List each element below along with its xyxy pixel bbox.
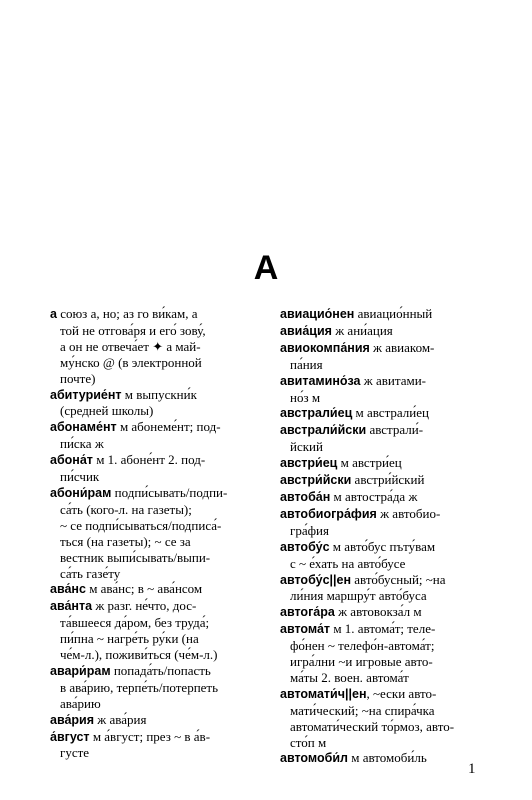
definition-text: ж ани́ация xyxy=(331,322,393,338)
entry-line-first xyxy=(280,306,506,323)
entry-line-first xyxy=(280,323,506,340)
definition-text: м авто́бус пъту́вам xyxy=(329,538,436,554)
entry-line-first xyxy=(280,686,506,703)
headword: автомоби́л xyxy=(280,751,348,766)
entry-line: гра́фия xyxy=(290,522,329,538)
definition-text: м автомоби́ль xyxy=(347,750,427,766)
headword: ава́нта xyxy=(50,599,93,614)
entry-line: мати́ческий; ~на спира́чка xyxy=(290,702,435,718)
entry-line-first xyxy=(50,581,276,598)
entry-line-first xyxy=(50,598,276,615)
headword: авари́рам xyxy=(50,663,111,678)
entry-line: ма́ты 2. воен. автома́т xyxy=(290,669,409,685)
entry-line-first xyxy=(280,506,506,523)
headword: автобу́с||ен xyxy=(280,572,352,587)
page-number: 1 xyxy=(468,761,476,777)
entry-line-first xyxy=(280,604,506,621)
dictionary-entry xyxy=(50,419,276,452)
dictionary-entry xyxy=(50,387,276,420)
definition-text: попада́ть/попасть xyxy=(110,662,211,678)
headword: абонаме́нт xyxy=(50,420,117,435)
headword: абони́рам xyxy=(50,485,112,500)
entry-line-first xyxy=(50,452,276,469)
entry-line-first xyxy=(50,485,276,502)
definition-text: союз а, но; аз го ви́кам, а xyxy=(56,306,198,321)
definition-text: м выпускни́к xyxy=(121,386,197,402)
dictionary-entry xyxy=(280,686,506,751)
dictionary-entry xyxy=(280,306,506,323)
entry-line: (средней школы) xyxy=(60,403,154,419)
entry-line: ться (на газеты); ~ се за xyxy=(60,533,191,549)
entry-line-first xyxy=(280,539,506,556)
entry-line: фо́нен ~ телефо́н-автома́т; xyxy=(290,638,435,654)
dictionary-entry xyxy=(50,663,276,712)
entry-line: в ава́рию, терпе́ть/потерпеть xyxy=(60,679,219,695)
headword: автомати́ч||ен xyxy=(280,686,367,701)
dictionary-entry xyxy=(280,604,506,621)
entry-line: почте) xyxy=(60,370,96,386)
entry-line-first xyxy=(280,340,506,357)
entry-line: та́вшееся да́ром, без труда́; xyxy=(60,615,210,631)
dictionary-entry xyxy=(280,489,506,506)
dictionary-entry xyxy=(280,506,506,539)
dictionary-entry xyxy=(280,472,506,489)
entry-line: са́ть газе́ту xyxy=(60,565,121,581)
headword: а xyxy=(50,307,57,321)
entry-line: автомати́ческий то́рмоз, авто- xyxy=(290,718,455,734)
entry-line-first xyxy=(50,387,276,404)
entry-line-first xyxy=(280,373,506,390)
definition-text: м австрали́ец xyxy=(352,405,429,421)
dictionary-entry xyxy=(280,539,506,572)
entry-line: пи́ска ж xyxy=(60,436,104,452)
dictionary-entry xyxy=(280,572,506,605)
entry-line: сто́п м xyxy=(290,734,327,750)
headword: австрали́йски xyxy=(280,423,367,438)
entry-line: пи́счик xyxy=(60,469,100,485)
definition-text: австрали́- xyxy=(366,422,424,438)
dictionary-entry xyxy=(50,598,276,663)
definition-text: м австри́ец xyxy=(337,455,402,471)
entry-line-first xyxy=(280,422,506,439)
dictionary-entry xyxy=(280,340,506,373)
entry-line-first xyxy=(50,419,276,436)
dictionary-entry xyxy=(280,405,506,422)
dictionary-entry xyxy=(280,323,506,340)
headword: автога́ра xyxy=(280,605,335,620)
dictionary-entry xyxy=(280,621,506,686)
headword: австри́йски xyxy=(280,473,352,488)
dictionary-entry xyxy=(50,485,276,581)
headword: автобиогра́фия xyxy=(280,506,377,521)
headword: абитурие́нт xyxy=(50,387,122,402)
definition-text: ж автовокза́л м xyxy=(334,604,422,620)
entry-line-first xyxy=(280,489,506,506)
left-column xyxy=(50,306,276,761)
dictionary-entry xyxy=(50,452,276,485)
definition-text: м абонеме́нт; под- xyxy=(116,419,221,435)
entry-line: густе xyxy=(60,745,90,761)
entry-line-first xyxy=(50,712,276,729)
entry-line: пи́пна ~ нагре́ть ру́ки (на xyxy=(60,631,199,647)
entry-line: игра́лни ~и игровые авто- xyxy=(290,654,433,670)
headword: австрали́ец xyxy=(280,406,353,421)
entry-line-first xyxy=(50,729,276,746)
dictionary-entry xyxy=(50,729,276,762)
dictionary-entry xyxy=(50,306,276,387)
definition-text: ж авиаком- xyxy=(369,339,435,355)
entry-line-first xyxy=(280,472,506,489)
definition-text: м 1. автома́т; теле- xyxy=(330,621,436,637)
headword: авитамино́за xyxy=(280,373,361,388)
definition-text: м а́вгуст; през ~ в а́в- xyxy=(89,728,211,744)
definition-text: ж ава́рия xyxy=(94,711,147,727)
headword: автобу́с xyxy=(280,539,330,554)
entry-line-first xyxy=(280,572,506,589)
entry-line: а он не отвеча́ет ✦ а май- xyxy=(60,338,201,354)
entry-line: ~ се подпи́сываться/подписа́- xyxy=(60,517,222,533)
headword: абона́т xyxy=(50,453,93,468)
dictionary-entry xyxy=(280,373,506,406)
entry-line-first xyxy=(50,663,276,680)
entry-line: са́ть (кого-л. на газеты); xyxy=(60,501,192,517)
definition-text: ж автобио- xyxy=(376,505,441,521)
definition-text: ж авитами- xyxy=(360,372,426,388)
entry-line: че́м-л.), поживи́ться (че́м-л.) xyxy=(60,647,218,663)
definition-text: м 1. абоне́нт 2. под- xyxy=(92,452,206,468)
definition-text: авиацио́нный xyxy=(354,306,433,321)
definition-text: австри́йский xyxy=(351,472,425,488)
definition-text: авто́бусный; ~на xyxy=(351,571,446,587)
entry-line: той не отгова́ря и его́ зову́, xyxy=(60,322,206,338)
entry-line: йский xyxy=(290,439,323,455)
definition-text: подпи́сывать/подпи- xyxy=(111,484,228,500)
entry-line: с ~ е́хать на авто́бусе xyxy=(290,555,406,571)
entry-line: па́ния xyxy=(290,356,323,372)
entry-line-first xyxy=(280,405,506,422)
definition-text: м ава́нс; в ~ ава́нсом xyxy=(85,581,203,597)
headword: ава́нс xyxy=(50,582,86,597)
headword: автоба́н xyxy=(280,489,331,504)
section-letter: А xyxy=(253,249,279,287)
headword: австри́ец xyxy=(280,456,338,471)
definition-text: ж разг. не́что, дос- xyxy=(92,598,197,614)
headword: ава́рия xyxy=(50,712,95,727)
dictionary-entry xyxy=(50,712,276,729)
definition-text: , ~ески авто- xyxy=(366,685,437,701)
entry-line: вестник выпи́сывать/выпи- xyxy=(60,549,211,565)
right-column xyxy=(280,306,506,767)
headword: автома́т xyxy=(280,622,331,637)
entry-line: но́з м xyxy=(290,389,321,405)
dictionary-entry xyxy=(50,581,276,598)
dictionary-entry xyxy=(280,422,506,455)
headword: авиокомпа́ния xyxy=(280,340,370,355)
entry-line: му́нско @ (в электронной xyxy=(60,354,202,370)
dictionary-entry xyxy=(280,455,506,472)
entry-line-first xyxy=(280,621,506,638)
headword: авиа́ция xyxy=(280,323,332,338)
entry-line: ли́ния маршру́т авто́буса xyxy=(290,588,427,604)
entry-line: ава́рию xyxy=(60,695,101,711)
entry-line-first xyxy=(50,306,276,323)
entry-line-first xyxy=(280,455,506,472)
definition-text: м автостра́да ж xyxy=(330,488,418,504)
headword: авиацио́нен xyxy=(280,307,355,321)
headword: а́вгуст xyxy=(50,729,90,744)
